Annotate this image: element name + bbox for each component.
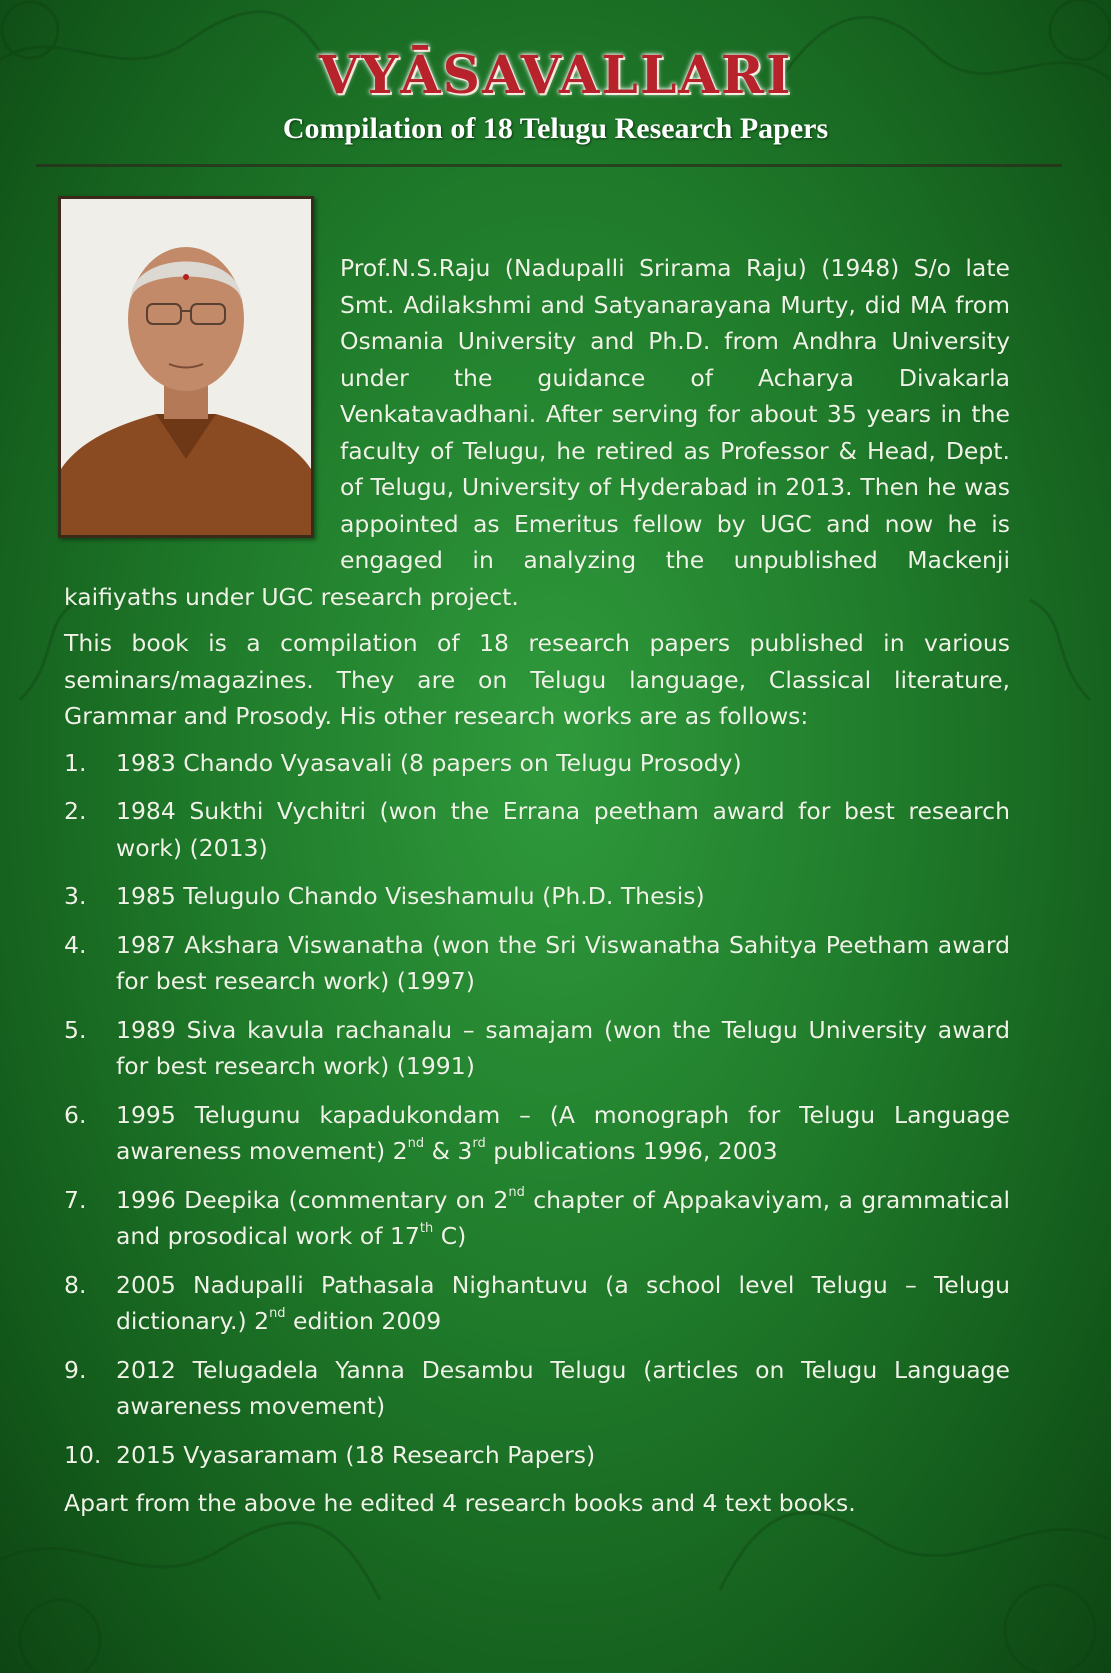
list-item <box>64 793 1010 866</box>
list-text: 1984 Sukthi Vychitri (won the Errana peetham award for best research work) (2013) <box>116 797 1010 862</box>
superscript: nd <box>269 1306 286 1321</box>
book-intro: This book is a compilation of 18 research papers published in various seminars/magazines. They are on Telugu language, Classical literature, Grammar and Prosody. His other research works are as follows: <box>64 629 1010 730</box>
list-text: edition 2009 <box>285 1307 442 1335</box>
list-number: 6. <box>64 1100 87 1129</box>
list-item <box>64 1437 1010 1474</box>
list-number: 5. <box>64 1015 87 1044</box>
list-number: 8. <box>64 1270 87 1299</box>
author-bio: Prof.N.S.Raju (Nadupalli Srirama Raju) (1948) S/o late Smt. Adilakshmi and Satyanarayana Murty, did MA from Osmania University and Ph.D. from Andhra University under the guidance of Acharya Divakarla Venkatavadhani. After serving for about 35 years in the faculty of Telugu, he retired as Professor & Head, Dept. of Telugu, University of Hyderabad in 2013. Then he was appointed as Emeritus fellow by UGC and now he is engaged in analyzing the unpublished Mackenji kaifiyaths under UGC research project. <box>64 254 1010 611</box>
superscript: rd <box>472 1136 486 1151</box>
book-subtitle: Compilation of 18 Telugu Research Papers <box>282 112 829 145</box>
list-text: 2012 Telugadela Yanna Desambu Telugu (articles on Telugu Language awareness movement) <box>116 1355 1010 1420</box>
list-item <box>64 1182 1010 1255</box>
list-text: publications 1996, 2003 <box>485 1137 778 1165</box>
list-text: 1985 Telugulo Chando Viseshamulu (Ph.D. Thesis) <box>116 882 705 910</box>
superscript: th <box>419 1221 434 1236</box>
list-item <box>64 1352 1010 1425</box>
list-number: 1. <box>64 748 87 777</box>
header-divider <box>36 164 1062 167</box>
list-item <box>64 878 1010 915</box>
photo-spacer <box>64 250 340 545</box>
list-text: 1987 Akshara Viswanatha (won the Sri Viswanatha Sahitya Peetham award for best research work) (1997) <box>116 930 1010 995</box>
list-text: 1995 Telugunu kapadukondam – (A monograph for Telugu Language awareness movement) 2 <box>116 1100 1010 1165</box>
main-content <box>64 250 1010 1532</box>
list-item <box>64 1267 1010 1340</box>
list-text: 1989 Siva kavula rachanalu – samajam (won the Telugu University award for best research work) (1991) <box>116 1015 1010 1080</box>
list-number: 3. <box>64 882 87 910</box>
list-text: 1996 Deepika (commentary on 2 <box>116 1185 509 1214</box>
list-number: 7. <box>64 1185 87 1214</box>
list-text: chapter of Appakaviyam, a grammatical and prosodical work of 17 <box>116 1185 1011 1250</box>
list-text: & 3 <box>424 1137 473 1165</box>
list-number: 9. <box>64 1355 87 1384</box>
works-list <box>64 745 1010 1474</box>
list-text: 1983 Chando Vyasavali (8 papers on Telugu Prosody) <box>116 748 742 777</box>
list-number: 2. <box>64 797 87 825</box>
book-title: VYĀSAVALLARI <box>318 45 793 106</box>
list-item <box>64 927 1010 1000</box>
list-text: 2015 Vyasaramam (18 Research Papers) <box>116 1440 596 1469</box>
superscript: nd <box>407 1136 425 1151</box>
header <box>0 45 1111 146</box>
list-text: C) <box>433 1222 467 1250</box>
superscript: nd <box>508 1184 525 1200</box>
closing-note: Apart from the above he edited 4 research books and 4 text books. <box>64 1489 856 1517</box>
list-item <box>64 1012 1010 1085</box>
list-text: 2005 Nadupalli Pathasala Nighantuvu (a school level Telugu – Telugu dictionary.) 2 <box>116 1270 1010 1335</box>
list-number: 4. <box>64 930 87 959</box>
list-item <box>64 1097 1010 1170</box>
list-item <box>64 745 1010 782</box>
list-number: 10. <box>64 1440 102 1469</box>
